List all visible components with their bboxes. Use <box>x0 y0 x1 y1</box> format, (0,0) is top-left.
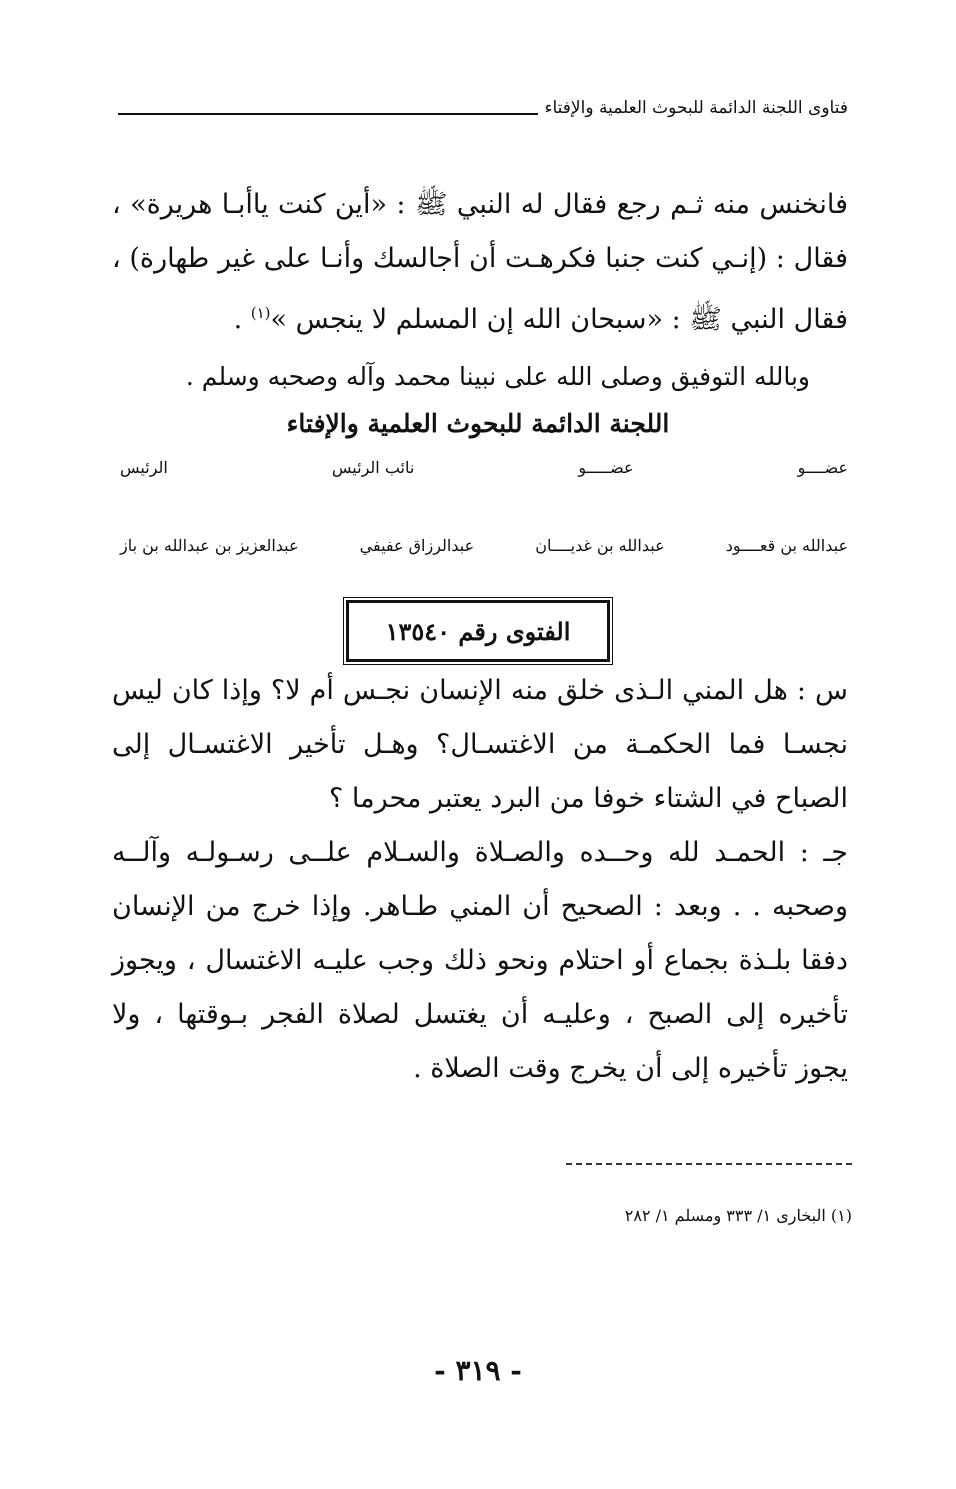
signatory-name: عبدالعزيز بن عبدالله بن باز <box>120 536 299 555</box>
header-rule <box>118 113 538 115</box>
fatwa-number-box <box>346 600 610 662</box>
page-number: - ٣١٩ - <box>434 1354 522 1387</box>
signatory-titles <box>120 458 848 477</box>
footnote-reference: (١) <box>250 304 271 322</box>
fatwa-heading: الفتوى رقم ١٣٥٤٠ <box>385 616 571 646</box>
signatory-names <box>120 536 848 555</box>
previous-fatwa-body: فانخنس منه ثـم رجع فقال له النبي ﷺ : «أين كنت ياأبـا هريرة» ، فقال : (إنـي كنت جنبا فكرهـت أن أجالسك وأنـا على غير طهارة) ، فقال النبي ﷺ : «سبحان الله إن المسلم لا ينجس » <box>112 189 848 335</box>
signatory-title: عضـــــو <box>578 458 634 477</box>
footnote: (١) البخارى ١/ ٣٣٣ ومسلم ١/ ٢٨٢ <box>624 1206 852 1225</box>
footnote-separator <box>566 1163 852 1165</box>
fatwa-question: س : هل المني الـذى خلق منه الإنسان نجـس أم لا؟ وإذا كان ليس نجسـا فما الحكمـة من الاغتسـال؟ وهـل تأخير الاغتسـال إلى الصباح في الشتاء خوفا من البرد يعتبر محرما ؟ <box>112 675 848 814</box>
signatory-title: الرئيس <box>120 458 168 477</box>
signatory-name: عبدالله بن غديــــان <box>535 536 665 555</box>
running-header <box>118 100 848 117</box>
signatory-title: عضــــو <box>797 458 848 477</box>
previous-fatwa-text <box>112 178 848 347</box>
signatory-title: نائب الرئيس <box>331 458 415 477</box>
running-title: فتاوى اللجنة الدائمة للبحوث العلمية والإفتاء <box>544 98 848 118</box>
previous-fatwa-end: . <box>233 304 251 335</box>
signatory-name: عبدالله بن قعــــود <box>725 536 848 555</box>
fatwa-answer: جـ : الحمـد لله وحــده والصـلاة والسـلام علــى رسـولـه وآلــه وصحبه . . وبعد : الصحيح أن المني طـاهر. وإذا خرج من الإنسان دفقا بلـذة بجماع أو احتلام ونحو ذلك وجب عليـه الاغتسال ، ويجوز تأخيره إلى الصبح ، وعليـه أن يغتسل لصلاة الفجر بـوقتها ، ولا يجوز تأخيره إلى أن يخرج وقت الصلاة . <box>112 837 848 1084</box>
closing-formula: وبالله التوفيق وصلى الله على نبينا محمد وآله وصحبه وسلم . <box>185 362 810 391</box>
committee-title: اللجنة الدائمة للبحوث العلمية والإفتاء <box>286 409 670 438</box>
signatory-name: عبدالرزاق عفيفي <box>359 536 475 555</box>
